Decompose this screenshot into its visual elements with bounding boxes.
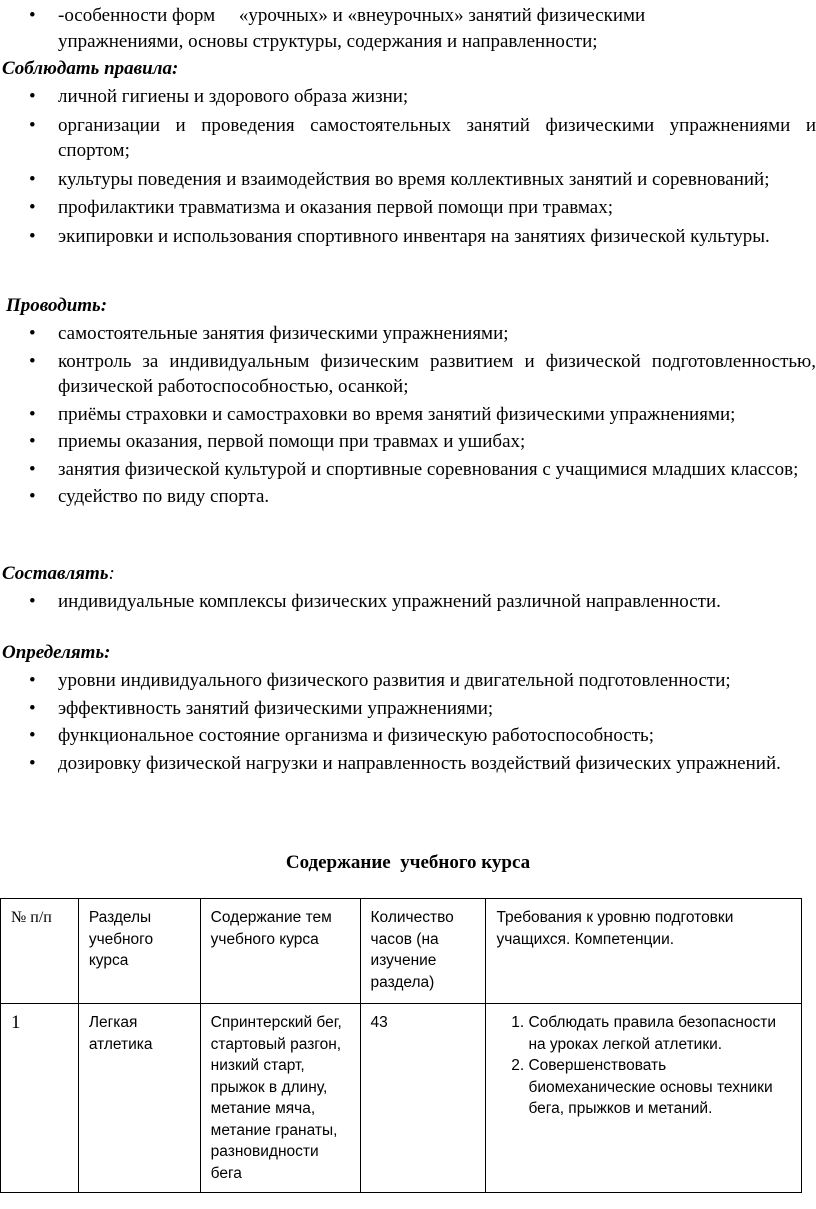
list-item (0, 589, 816, 615)
course-table (0, 898, 802, 1193)
list-item-text: индивидуальные комплексы физических упражнений различной направленности. (58, 591, 721, 612)
list-item (0, 723, 816, 749)
list-item-text: приемы оказания, первой помощи при травмах и ушибах; (58, 431, 526, 452)
bullet-icon: • (29, 225, 36, 247)
list-item-text: судейство по виду спорта. (58, 486, 270, 507)
cell-requirements (486, 1004, 802, 1193)
list-item-text: профилактики травматизма и оказания первой помощи при травмах; (58, 197, 613, 218)
list-item (0, 195, 816, 221)
list-item (0, 668, 816, 694)
header-section: Разделы учебного курса (78, 899, 200, 1004)
list-item (0, 113, 816, 164)
intro-list (0, 3, 816, 54)
section-heading: Проводить: (6, 295, 108, 316)
bullet-icon: • (29, 458, 36, 480)
list-item-text: контроль за индивидуальным физическим развитием и физической подготовленностью, физической работоспособностью, осанкой; (58, 350, 816, 397)
list-item (0, 484, 816, 510)
bullet-icon: • (29, 403, 36, 425)
cell-content: Спринтерский бег, стартовый разгон, низкий старт, прыжок в длину, метание мяча, метание гранаты, разновидности бега (200, 1004, 360, 1193)
list-item (0, 429, 816, 455)
header-number: № п/п (1, 899, 79, 1004)
list-item (0, 349, 816, 400)
bullet-icon: • (29, 725, 36, 746)
section-compose (0, 561, 816, 615)
list-item-text: культуры поведения и взаимодействия во время коллективных занятий и соревнований; (58, 168, 770, 190)
bullet-icon: • (29, 486, 36, 507)
requirement-item: 2. Совершенствовать биомеханические основы техники бега, прыжков и метаний. (528, 1055, 795, 1120)
list-item-line: -особенности форм «урочных» и «внеурочных» занятий физическими (58, 5, 646, 26)
cell-section: Легкая атлетика (78, 1004, 200, 1193)
list-item-text: организации и проведения самостоятельных занятий физическими упражнениями и спортом; (58, 114, 816, 161)
table-row (1, 1004, 802, 1193)
list-item-text: уровни индивидуального физического развития и двигательной подготовленности; (58, 670, 731, 691)
bullet-icon: • (29, 697, 36, 719)
bullet-icon: • (29, 323, 36, 344)
list-item-line: упражнениями, основы структуры, содержания и направленности; (58, 30, 598, 52)
cell-number: 1 (1, 1004, 79, 1193)
list-item (0, 84, 816, 110)
section-heading-text: Составлять (2, 563, 109, 584)
section-rules (0, 56, 816, 249)
list-item (0, 321, 816, 347)
bullet-icon: • (29, 752, 36, 774)
section-determine (0, 640, 816, 776)
list-item-text: личной гигиены и здорового образа жизни; (58, 86, 409, 107)
list-item (0, 457, 816, 483)
list-item (0, 3, 816, 54)
compose-list (0, 589, 816, 615)
bullet-icon: • (29, 591, 36, 612)
bullet-icon: • (29, 114, 36, 136)
section-heading (0, 561, 816, 587)
header-content: Содержание тем учебного курса (200, 899, 360, 1004)
bullet-icon: • (29, 168, 36, 190)
bullet-icon: • (29, 670, 36, 691)
bullet-icon: • (29, 197, 36, 218)
list-item-text: занятия физической культурой и спортивные соревнования с учащимися младших классов; (58, 458, 799, 480)
requirements-list (496, 1012, 795, 1120)
table-header-row (1, 899, 802, 1004)
header-requirements: Требования к уровню подготовки учащихся. Компетенции. (486, 899, 802, 1004)
section-conduct (0, 293, 816, 510)
bullet-icon: • (29, 431, 36, 452)
list-item-text: функциональное состояние организма и физическую работоспособность; (58, 725, 654, 746)
rules-list (0, 84, 816, 249)
list-item (0, 751, 816, 777)
list-item-text: дозировку физической нагрузки и направленность воздействий физических упражнений. (58, 752, 781, 774)
list-item-text: приёмы страховки и самостраховки во время занятий физическими упражнениями; (58, 403, 736, 425)
list-item (0, 402, 816, 428)
list-item (0, 696, 816, 722)
list-item (0, 224, 816, 250)
section-heading: Соблюдать правила: (2, 58, 179, 79)
bullet-icon: • (29, 86, 36, 107)
list-item-text: экипировки и использования спортивного инвентаря на занятиях физической культуры. (58, 225, 770, 247)
list-item (0, 167, 816, 193)
header-hours: Количество часов (на изучение раздела) (360, 899, 486, 1004)
conduct-list (0, 321, 816, 510)
cell-hours: 43 (360, 1004, 486, 1193)
section-heading: Определять: (2, 642, 111, 663)
list-item-text: эффективность занятий физическими упражнениями; (58, 697, 494, 719)
bullet-icon: • (29, 350, 36, 372)
course-content-title: Содержание учебного курса (285, 852, 531, 873)
section-heading-suffix: : (108, 563, 115, 584)
determine-list (0, 668, 816, 776)
list-item-text: самостоятельные занятия физическими упражнениями; (58, 323, 509, 344)
bullet-icon: • (29, 5, 36, 26)
requirement-item: 1. Соблюдать правила безопасности на уроках легкой атлетики. (528, 1012, 795, 1055)
